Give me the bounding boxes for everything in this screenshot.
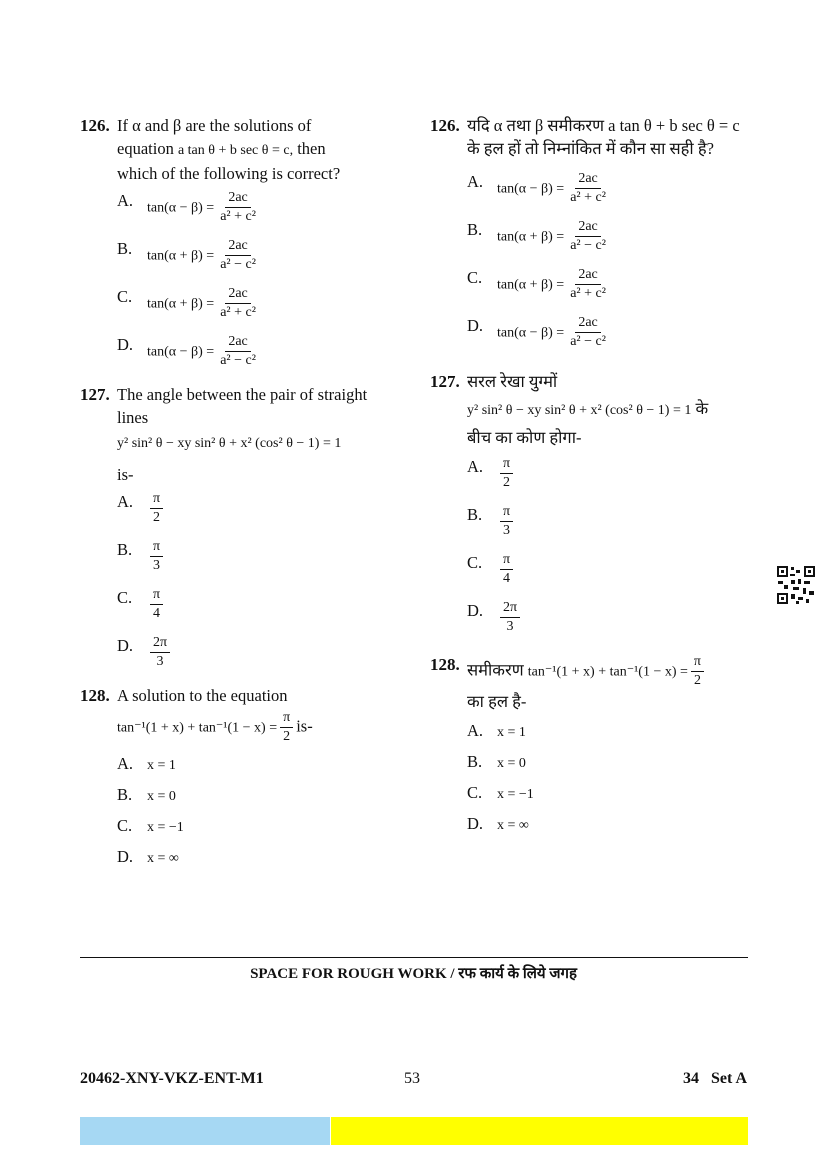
fraction: $\frac{2\pi}{3}$ — [500, 599, 520, 636]
option-a[interactable]: A. x = 1 — [467, 721, 526, 740]
question-text: यदि α तथा β समीकरण a tan θ + b sec θ = c — [467, 116, 740, 135]
question-text: is- — [117, 465, 134, 484]
option-c[interactable]: C. tan(α + β) = $\frac{2ac}{\text{a² + c²}}$ — [467, 266, 750, 310]
question-number: 128. — [430, 655, 460, 674]
fraction: $\frac{2ac}{\text{a² + c²}}$ — [570, 171, 606, 205]
option-c[interactable]: C. $\frac{\pi}{4}$ — [467, 551, 750, 595]
hindi-column — [430, 114, 750, 837]
question-text: equation — [117, 139, 174, 158]
option-b[interactable]: B. tan(α + β) = $\frac{2ac}{\text{a² − c²}}$ — [117, 237, 400, 281]
option-b[interactable]: B. tan(α + β) = $\frac{2ac}{\text{a² − c²}}$ — [467, 218, 750, 262]
fraction: $\frac{2ac}{\text{a² + c²}}$ — [220, 286, 256, 320]
option-d[interactable]: D. $\frac{2\pi}{3}$ — [117, 634, 400, 678]
question-text: के — [695, 399, 709, 418]
question-text: का हल है- — [467, 692, 527, 711]
rough-work-label: SPACE FOR ROUGH WORK / रफ कार्य के लिये जगह — [250, 966, 577, 982]
question-number: 126. — [80, 116, 110, 135]
equation: tan⁻¹(1 + x) + tan⁻¹(1 − x) = — [117, 720, 278, 736]
fraction: $\frac{\pi}{3}$ — [500, 503, 513, 540]
fraction: $\frac{\pi}{2}$ — [280, 709, 293, 746]
fraction: $\frac{2ac}{\text{a² − c²}}$ — [570, 315, 606, 349]
question-text: which of the following is correct? — [117, 164, 341, 183]
question-text: lines — [117, 408, 149, 427]
question-126-en — [80, 114, 400, 377]
option-a[interactable]: A. tan(α − β) = $\frac{2ac}{\text{a² + c²}}$ — [467, 170, 750, 214]
question-number: 127. — [430, 372, 460, 391]
option-b[interactable]: B. x = 0 — [467, 752, 526, 771]
option-c[interactable]: C. $\frac{\pi}{4}$ — [117, 586, 400, 630]
option-c[interactable]: C. x = −1 — [117, 816, 184, 835]
option-d[interactable]: D. tan(α − β) = $\frac{2ac}{\text{a² − c²}}$ — [467, 314, 750, 358]
option-a[interactable]: A. $\frac{\pi}{2}$ — [117, 490, 400, 534]
question-text: A solution to the equation — [117, 686, 288, 705]
option-a[interactable]: A. $\frac{\pi}{2}$ — [467, 455, 750, 499]
blue-color-bar — [80, 1117, 330, 1145]
option-c[interactable]: C. tan(α + β) = $\frac{2ac}{\text{a² + c²}}$ — [117, 285, 400, 329]
set-label: 34 Set A — [683, 1070, 747, 1087]
question-text: सरल रेखा युग्मों — [467, 372, 558, 391]
question-text: then — [297, 139, 326, 158]
fraction: $\frac{\pi}{2}$ — [691, 653, 704, 690]
fraction: $\frac{\pi}{2}$ — [150, 490, 163, 527]
question-number: 127. — [80, 385, 110, 404]
question-text: समीकरण — [467, 660, 524, 680]
option-d[interactable]: D. $\frac{2\pi}{3}$ — [467, 599, 750, 643]
paper-code: 20462-XNY-VKZ-ENT-M1 — [80, 1070, 264, 1087]
question-128-hi — [430, 653, 750, 837]
question-127-hi — [430, 370, 750, 643]
fraction: $\frac{2\pi}{3}$ — [150, 634, 170, 671]
question-128-en — [80, 684, 400, 870]
question-text: is- — [296, 716, 313, 736]
option-b[interactable]: B. $\frac{\pi}{3}$ — [467, 503, 750, 547]
fraction: $\frac{2ac}{\text{a² + c²}}$ — [570, 267, 606, 301]
option-a[interactable]: A. x = 1 — [117, 754, 176, 773]
option-b[interactable]: B. $\frac{\pi}{3}$ — [117, 538, 400, 582]
question-127-en — [80, 383, 400, 678]
option-b[interactable]: B. x = 0 — [117, 785, 176, 804]
fraction: $\frac{2ac}{\text{a² + c²}}$ — [220, 190, 256, 224]
question-text: बीच का कोण होगा- — [467, 428, 582, 447]
option-a[interactable]: A. tan(α − β) = $\frac{2ac}{\text{a² + c²}}$ — [117, 189, 400, 233]
page-number: 53 — [404, 1070, 420, 1087]
fraction: $\frac{\pi}{4}$ — [500, 551, 513, 588]
fraction: $\frac{2ac}{\text{a² − c²}}$ — [220, 238, 256, 272]
option-d[interactable]: D. x = ∞ — [467, 814, 529, 833]
rough-work-divider — [80, 957, 748, 958]
fraction: $\frac{\pi}{2}$ — [500, 455, 513, 492]
equation: tan⁻¹(1 + x) + tan⁻¹(1 − x) = — [527, 664, 688, 680]
yellow-color-bar — [331, 1117, 748, 1145]
question-126-hi — [430, 114, 750, 358]
fraction: $\frac{\pi}{3}$ — [150, 538, 163, 575]
question-text: If α and β are the solutions of — [117, 116, 312, 135]
option-c[interactable]: C. x = −1 — [467, 783, 534, 802]
fraction: $\frac{2ac}{\text{a² − c²}}$ — [570, 219, 606, 253]
english-column — [80, 114, 400, 870]
question-number: 126. — [430, 116, 460, 135]
equation: a tan θ + b sec θ = c, — [177, 143, 294, 158]
question-number: 128. — [80, 686, 110, 705]
fraction: $\frac{2ac}{\text{a² − c²}}$ — [220, 334, 256, 368]
qr-code-icon — [776, 565, 816, 605]
question-text: The angle between the pair of straight — [117, 385, 368, 404]
fraction: $\frac{\pi}{4}$ — [150, 586, 163, 623]
equation: y² sin² θ − xy sin² θ + x² (cos² θ − 1) = 1 — [467, 403, 692, 418]
option-d[interactable]: D. tan(α − β) = $\frac{2ac}{\text{a² − c²}}$ — [117, 333, 400, 377]
equation: y² sin² θ − xy sin² θ + x² (cos² θ − 1) = 1 — [117, 436, 342, 451]
question-text: के हल हों तो निम्नांकित में कौन सा सही है? — [467, 139, 714, 158]
option-d[interactable]: D. x = ∞ — [117, 847, 179, 866]
